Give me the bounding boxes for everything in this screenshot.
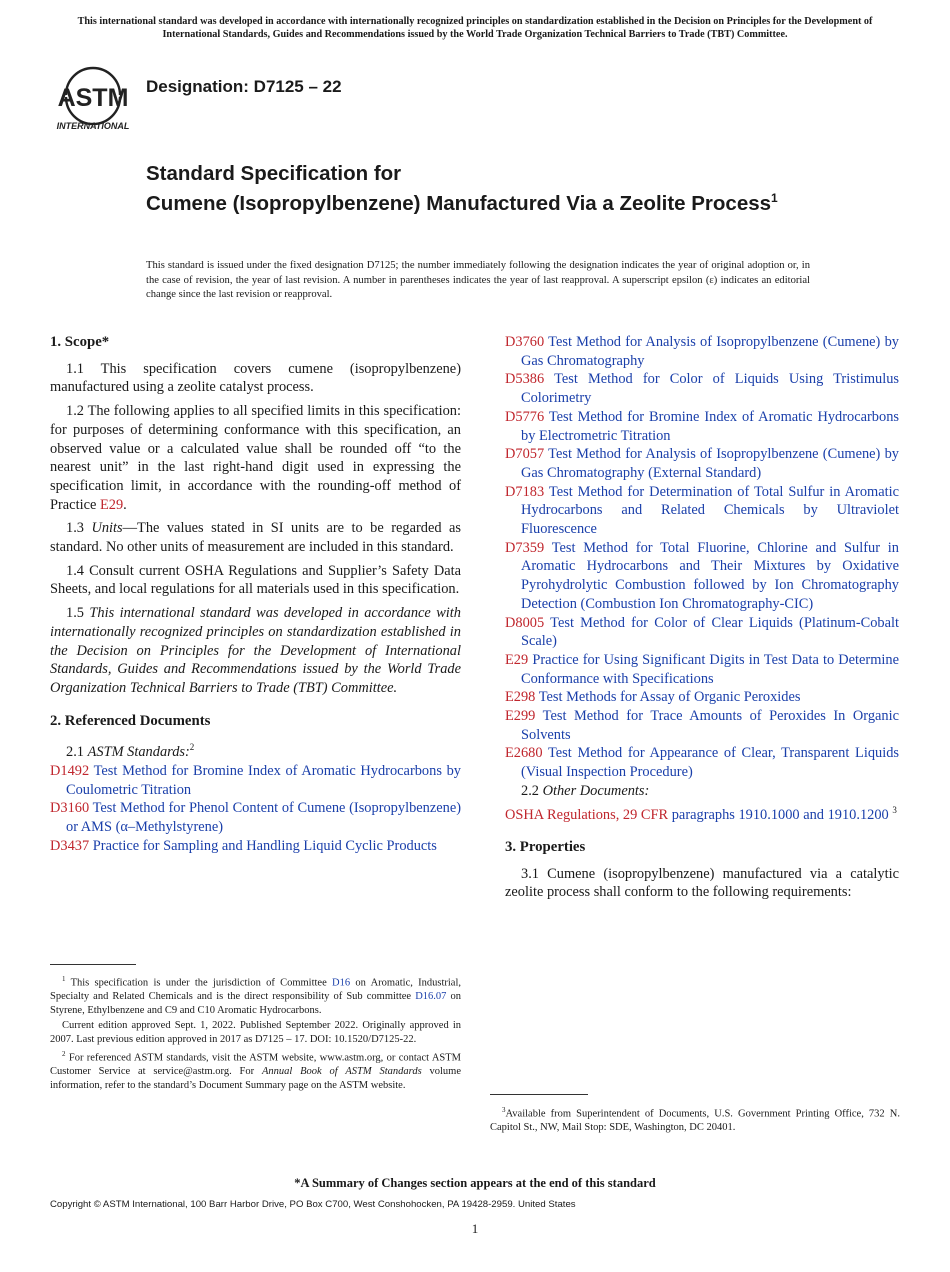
ref-title-link[interactable]: Test Method for Bromine Index of Aromatic Hydrocarbons by Coulometric Titration [66,762,461,798]
footnote-1-text-a: This specification is under the jurisdiction of Committee [70,977,333,989]
footnote-2-italic: Annual Book of ASTM Standards [261,1066,422,1077]
astm-ref-d5776 [505,408,899,445]
ref-title-link[interactable]: Test Method for Analysis of Isopropylbenzene (Cumene) by Gas Chromatography [521,334,899,369]
ref-title-link[interactable]: Test Method for Determination of Total Sulfur in Aromatic Hydrocarbons and Related Chemicals by Ultraviolet Fluorescence [521,483,900,538]
footnote-2-text-b: volume information, refer to the standard’s Document Summary page on the ASTM website. [50,1066,461,1091]
para-1-2: 1.2 The following applies to all specified limits in this specification: for purposes of determining conformance with this specification, an observed value or a calculated value shall be rounded off “to the nearest unit” in the last right-hand digit used in expressing the specification limit, in accordance with the rounding-off method of Practice E29. [50,403,461,513]
footnote-1 [50,973,461,1017]
document-title [146,161,846,216]
astm-ref-d5386 [505,370,899,407]
astm-ref-d3760 [505,333,899,370]
ref-code-link[interactable]: E298 [505,689,536,706]
copyright: Copyright © ASTM International, 100 Barr Harbor Drive, PO Box C700, West Conshohocken, PA 19428-2959. United States [50,1199,576,1210]
e29-link[interactable]: E29 [99,496,124,513]
osha-ref-title[interactable]: paragraphs 1910.1000 and 1910.1200 [671,806,889,823]
footnote-1-mark: 1 [62,975,66,983]
footnote-2 [50,1048,461,1092]
para-1-1: 1.1 This specification covers cumene (isopropylbenzene) manufactured using a zeolite catalyst process. [50,360,461,396]
para-1-5 [50,604,461,698]
astm-standards-sup: 2 [189,742,195,753]
properties-heading: 3. Properties [505,839,586,856]
footnote-2-text-a: For referenced ASTM standards, visit the ASTM website, www.astm.org, or contact ASTM Customer Service at service@astm.org. For [50,1052,461,1077]
astm-standards-num: 2.1 [66,744,88,761]
ref-code-link[interactable]: E2680 [505,745,543,762]
logo-text: ASTM [57,84,129,112]
para-1-3-num: 1.3 [66,520,92,537]
ref-title-link[interactable]: Test Method for Appearance of Clear, Transparent Liquids (Visual Inspection Procedure) [521,745,900,781]
para-1-3-text: —The values stated in SI units are to be regarded as standard. No other units of measurement are included in this standard. [50,520,461,556]
title-footnote-mark: 1 [771,191,778,205]
ref-title-link[interactable]: Test Method for Trace Amounts of Peroxides In Organic Solvents [521,708,899,743]
ref-title-link[interactable]: Test Method for Bromine Index of Aromatic Hydrocarbons by Electrometric Titration [521,408,899,444]
other-documents-num: 2.2 [521,782,543,799]
ref-title-link[interactable]: Test Method for Analysis of Isopropylbenzene (Cumene) by Gas Chromatography (External Standard) [521,446,899,481]
ref-title-link[interactable]: Test Method for Total Fluorine, Chlorine and Sulfur in Aromatic Hydrocarbons and Their Mixtures by Oxidative Pyrohydrolytic Combustion followed by Ion Chromatography Detection (Combustion Ion Chromatography-CIC) [521,539,899,612]
footnote-rule-left [50,964,136,965]
astm-ref-d8005 [505,614,899,651]
ref-title-link[interactable]: Practice for Sampling and Handling Liquid Cyclic Products [92,837,437,854]
footnote-2-mark: 2 [62,1050,66,1058]
title-text: Cumene (Isopropylbenzene) Manufactured Via a Zeolite Process [146,191,772,215]
astm-ref-list-left [50,762,461,856]
logo-subtext: INTERNATIONAL [56,121,130,131]
para-1-5-text: This international standard was developed in accordance with internationally recognized principles on standardization established in the Decision on Principles for the Development of International Standards, Guides and Recommendations issued by the World Trade Organization Technical Barriers to Trade (TBT) Committee. [50,605,461,696]
footnote-rule-right [490,1094,588,1095]
para-1-2-text: 1.2 The following applies to all specified limits in this specification: for purposes of determining conformance with this specification, an observed value or a calculated value shall be rounded off “to the nearest unit” in the last right-hand digit used in expressing the specification limit, in accordance with the rounding-off method of Practice [50,403,461,513]
summary-of-changes-note: *A Summary of Changes section appears at the end of this standard [294,1176,656,1190]
astm-ref-d1492 [50,762,461,799]
astm-ref-e2680 [505,744,899,781]
astm-logo [52,55,134,133]
ref-code-link[interactable]: D5776 [505,408,545,425]
other-documents-label [505,782,899,801]
para-1-3-label: Units [91,520,123,537]
para-1-4: 1.4 Consult current OSHA Regulations and Supplier’s Safety Data Sheets, and local regulations for all materials used in this specification. [50,562,461,598]
footnote-1-text-c: on Styrene, Ethylbenzene and C9 and C10 Aromatic Hydrocarbons. [50,991,461,1016]
ref-title-link[interactable]: Test Method for Phenol Content of Cumene (Isopropylbenzene) or AMS (α–Methylstyrene) [66,800,461,835]
footnote-1-edition: Current edition approved Sept. 1, 2022. Published September 2022. Originally approved in 2007. Last previous edition approved in 2017 as D7125 – 17. DOI: 10.1520/D7125-22. [50,1020,461,1045]
other-documents-text: Other Documents: [542,782,650,799]
d16-07-link[interactable]: D16.07 [415,991,447,1002]
astm-ref-e298 [505,688,899,707]
astm-standards-label [50,738,461,762]
ref-title-link[interactable]: Test Method for Color of Liquids Using Tristimulus Colorimetry [521,371,899,407]
footnotes-right [490,1104,900,1137]
ref-code-link[interactable]: D5386 [505,371,545,388]
d16-link[interactable]: D16 [332,977,351,989]
astm-ref-d3437 [50,837,461,856]
astm-ref-e29 [505,651,899,688]
footnote-3-mark: 3 [502,1106,506,1114]
ref-title-link[interactable]: Practice for Using Significant Digits in Test Data to Determine Conformance with Specifications [521,651,899,687]
astm-ref-d3160 [50,799,461,836]
ref-title-link[interactable]: Test Methods for Assay of Organic Peroxides [538,689,801,706]
astm-standards-text: ASTM Standards: [87,744,190,761]
title-line-1: Standard Specification for [146,162,402,185]
scope-heading: 1. Scope* [50,334,110,350]
footnote-3 [490,1104,900,1135]
astm-ref-e299 [505,707,899,744]
right-column [505,333,899,907]
designation: Designation: D7125 – 22 [146,77,342,96]
astm-ref-d7183 [505,483,899,539]
ref-code-link[interactable]: D3437 [50,837,90,854]
osha-ref-sup: 3 [892,804,897,815]
osha-ref [505,801,899,825]
ref-code-link[interactable]: D7359 [505,539,545,556]
referenced-heading: 2. Referenced Documents [50,712,211,729]
astm-ref-list-right [505,333,899,782]
ref-code-link[interactable]: D3760 [505,334,545,350]
issued-note: This standard is issued under the fixed designation D7125; the number immediately following the designation indicates the year of original adoption or, in the case of revision, the year of last revision. A number in parentheses indicates the year of last reapproval. A superscript epsilon (ε) indicates an editorial change since the last revision or reapproval. [146,260,810,300]
ref-title-link[interactable]: Test Method for Color of Clear Liquids (Platinum-Cobalt Scale) [521,614,899,650]
ref-code-link[interactable]: D3160 [50,800,90,817]
astm-ref-d7057 [505,445,899,482]
ref-code-link[interactable]: E29 [505,651,529,668]
para-3-1: 3.1 Cumene (isopropylbenzene) manufactured via a catalytic zeolite process shall conform to the following requirements: [505,865,899,901]
ref-code-link[interactable]: D8005 [505,614,545,631]
ref-code-link[interactable]: D7183 [505,483,545,500]
osha-ref-code[interactable]: OSHA Regulations, 29 CFR [505,806,669,823]
ref-code-link[interactable]: E299 [505,708,536,725]
para-1-5-num: 1.5 [66,605,90,622]
footnote-1-text-b: on Aromatic, Industrial, Specialty and Related Chemicals and is the direct responsibility of Sub committee [50,977,461,1002]
tbt-notice: This international standard was developed in accordance with internationally recognized principles on standardization established in the Decision on Principles for the Development of International Standards, Guides and Recommendations issued by the World Trade Organization Technical Barriers to Trade (TBT) Committee. [77,16,873,40]
footnotes-left [50,973,461,1094]
title-line-2 [146,186,846,216]
ref-code-link[interactable]: D7057 [505,446,545,463]
left-column [50,333,461,855]
ref-code-link[interactable]: D1492 [50,762,90,779]
footnote-3-text: Available from Superintendent of Documents, U.S. Government Printing Office, 732 N. Capitol St., NW, Mail Stop: SDE, Washington, DC 20401. [490,1108,900,1133]
page-number: 1 [471,1221,479,1236]
astm-ref-d7359 [505,539,899,614]
para-1-3 [50,519,461,556]
